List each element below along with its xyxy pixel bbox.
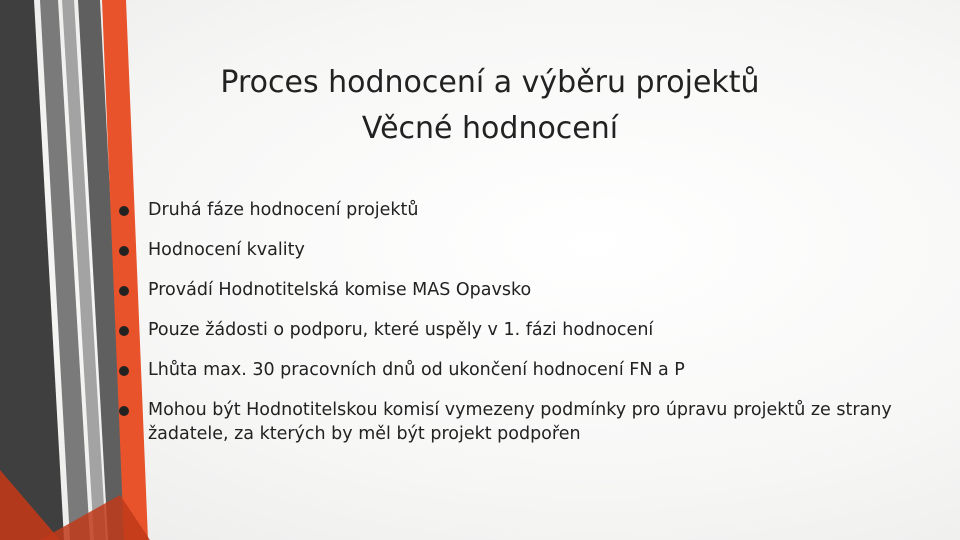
list-item-text: Lhůta max. 30 pracovních dnů od ukončení hodnocení FN a P	[148, 360, 685, 380]
list-item-text: Mohou být Hodnotitelskou komisí vymezeny podmínky pro úpravu projektů ze strany žadatele, za kterých by měl být projekt podpořen	[148, 400, 892, 444]
bullet-icon	[119, 246, 129, 256]
list-item-text: Provádí Hodnotitelská komise MAS Opavsko	[148, 280, 532, 300]
bullet-icon	[119, 206, 129, 216]
list-item	[116, 398, 916, 446]
list-item	[116, 198, 916, 222]
list-item-text: Pouze žádosti o podporu, které uspěly v 1. fázi hodnocení	[148, 320, 654, 340]
bullet-icon	[119, 286, 129, 296]
list-item-text: Druhá fáze hodnocení projektů	[148, 200, 419, 220]
list-item-text: Hodnocení kvality	[148, 240, 305, 260]
bullet-list	[116, 198, 916, 462]
list-item	[116, 318, 916, 342]
list-item	[116, 238, 916, 262]
bullet-icon	[119, 326, 129, 336]
bullet-icon	[119, 366, 129, 376]
bullet-icon	[119, 406, 129, 416]
list-item	[116, 358, 916, 382]
list-item	[116, 278, 916, 302]
title-line-2: Věcné hodnocení	[361, 111, 619, 146]
slide-title	[150, 60, 830, 152]
title-line-1: Proces hodnocení a výběru projektů	[220, 65, 760, 100]
